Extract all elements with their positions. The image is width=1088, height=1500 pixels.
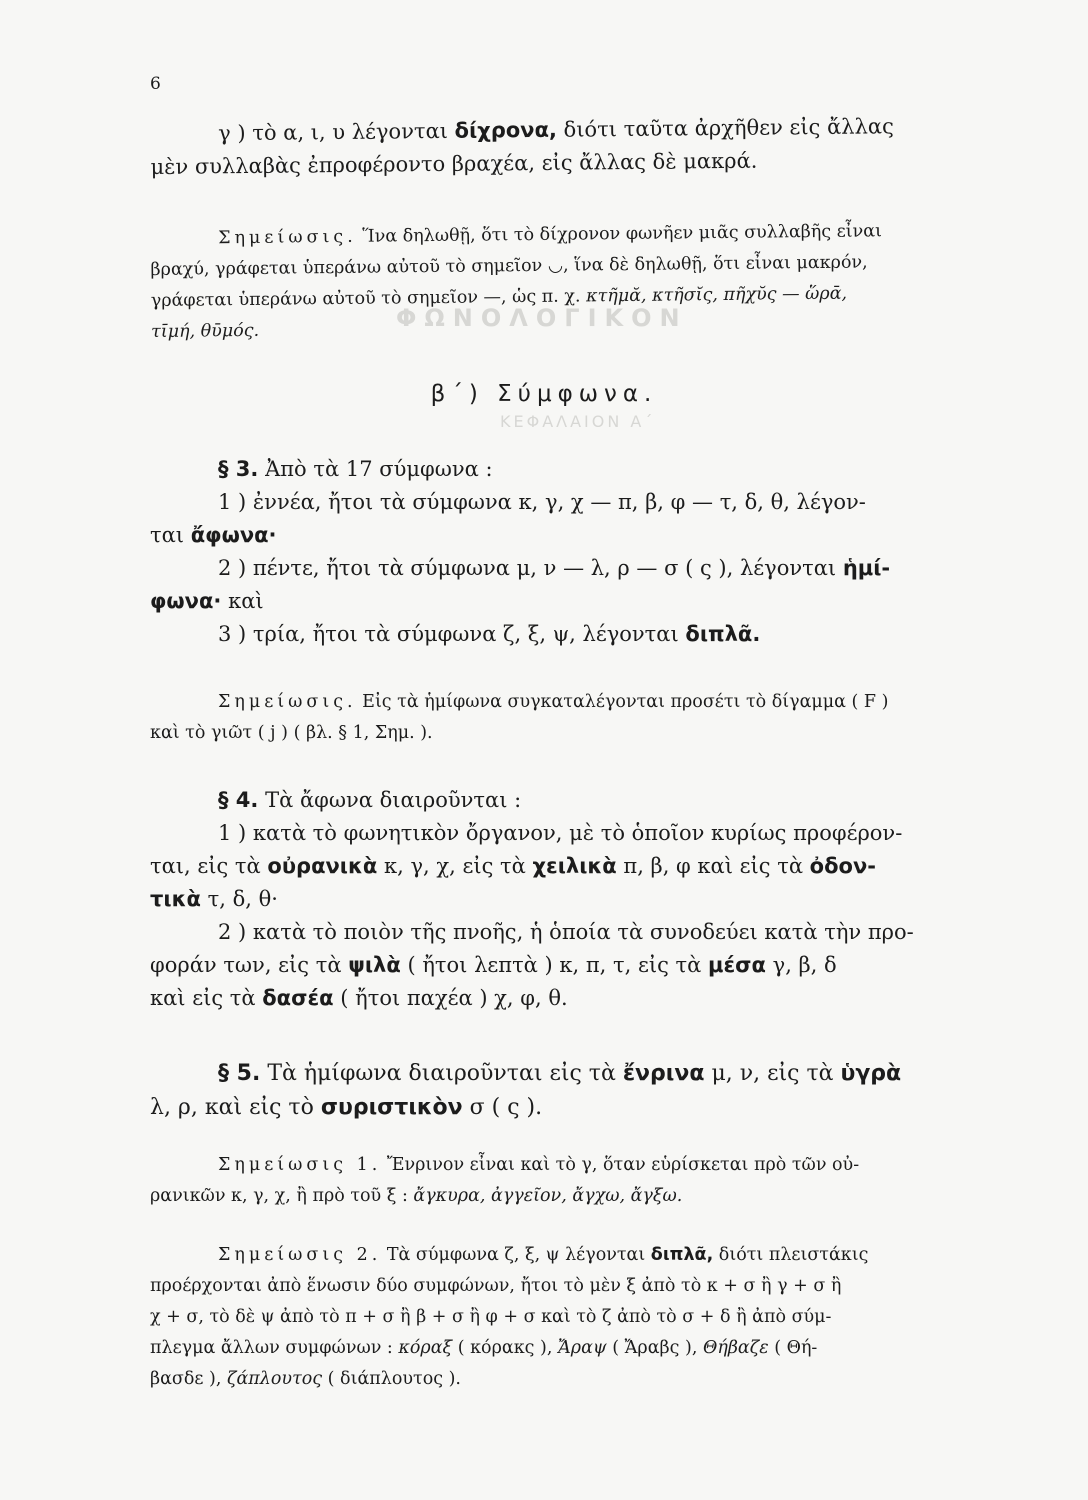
text: π, β, φ καὶ εἰς τὰ	[616, 854, 810, 878]
text: ( ἤτοι λεπτὰ ) κ, π, τ, εἰς τὰ	[400, 953, 709, 977]
term-syristikon: συριστικὸν	[320, 1095, 463, 1120]
text: 2 ) πέντε, ἤτοι τὰ σύμφωνα μ, ν — λ, ρ — σ ( ς ), λέγονται	[218, 556, 843, 580]
note-label: Σημείωσις.	[218, 692, 357, 712]
text: σ ( ς ).	[462, 1095, 543, 1120]
note-label: Σημείωσις 1.	[218, 1155, 382, 1175]
term-ouranika: οὐρανικὰ	[267, 854, 378, 878]
term-psila: ψιλὰ	[348, 953, 401, 977]
section-3	[150, 453, 990, 651]
example: κόραξ	[398, 1338, 453, 1358]
text: χ + σ, τὸ δὲ ψ ἀπὸ τὸ π + σ ἢ β + σ ἢ φ + σ καὶ τὸ ζ ἀπὸ τὸ σ + δ ἢ ἀπὸ σύμ-	[150, 1307, 832, 1327]
text: μ, ν, εἰς τὰ	[704, 1061, 841, 1086]
text: διότι πλειστάκις	[713, 1245, 869, 1265]
note-label: Σημείωσις.	[218, 226, 357, 249]
paragraph-gamma	[150, 109, 991, 184]
text: ( διάπλουτος ).	[322, 1369, 461, 1389]
section-4	[150, 784, 990, 1015]
text: γράφεται ὑπεράνω αὐτοῦ τὸ σημεῖον —, ὡς π. χ.	[150, 286, 587, 311]
page-number: 6	[150, 74, 161, 94]
text: φοράν των, εἰς τὰ	[150, 953, 349, 977]
text: μὲν συλλαβὰς ἐπροφέροντο βραχέα, εἰς ἄλλας δὲ μακρά.	[150, 148, 758, 179]
text: καὶ εἰς τὰ	[150, 986, 263, 1010]
text: ται, εἰς τὰ	[150, 854, 268, 878]
text: Τὰ ἄφωνα διαιροῦνται :	[258, 788, 522, 812]
term-hemiphona: φωνα·	[150, 589, 222, 613]
term-dipla: διπλᾶ,	[650, 1245, 714, 1265]
text: πλεγμα ἄλλων συμφώνων :	[150, 1338, 399, 1358]
text: ται	[150, 523, 191, 547]
text: ρανικῶν κ, γ, χ, ἢ πρὸ τοῦ ξ :	[150, 1186, 414, 1206]
term-enrina: ἔνρινα	[622, 1061, 705, 1086]
term-hygra: ὑγρὰ	[840, 1061, 902, 1086]
examples: κτῆμᾰ, κτῆσῐς, πῆχῠς — ὥρᾱ,	[586, 283, 848, 307]
text: 2 ) κατὰ τὸ ποιὸν τῆς πνοῆς, ἡ ὁποία τὰ συνοδεύει κατὰ τὴν προ-	[218, 920, 914, 944]
section-5	[150, 1057, 990, 1125]
text: Εἰς τὰ ἡμίφωνα συγκαταλέγονται προσέτι τὸ δίγαμμα ( F )	[356, 692, 889, 712]
section-mark: § 3.	[218, 457, 259, 481]
text: ( κόρακς ),	[452, 1338, 558, 1358]
text: βασδε ),	[150, 1369, 227, 1389]
text: ( Θή-	[768, 1338, 818, 1358]
text: ( ἤτοι παχέα ) χ, φ, θ.	[333, 986, 568, 1010]
examples: ἄγκυρα, ἀγγεῖον, ἄγχω, ἄγξω.	[413, 1186, 683, 1206]
bleed-through-title: ΦΩΝΟΛΟΓΙΚΟΝ	[396, 304, 688, 332]
text: γ ) τὸ α, ι, υ λέγονται	[218, 118, 455, 146]
term-odontika: τικὰ	[150, 887, 201, 911]
text: κ, γ, χ, εἰς τὰ	[377, 854, 533, 878]
text: 3 ) τρία, ἤτοι τὰ σύμφωνα ζ, ξ, ψ, λέγονται	[218, 622, 686, 646]
bleed-through-subtitle: ΚΕΦΑΛΑΙΟΝ Α΄	[500, 412, 656, 431]
term-dasea: δασέα	[262, 986, 334, 1010]
text: 1 ) κατὰ τὸ φωνητικὸν ὄργανον, μὲ τὸ ὁποῖον κυρίως προφέρον-	[218, 821, 903, 845]
note-label: Σημείωσις 2.	[218, 1245, 382, 1265]
text: βραχύ, γράφεται ὑπεράνω αὐτοῦ τὸ σημεῖον ◡, ἵνα δὲ δηλωθῇ, ὅτι εἶναι μακρόν,	[150, 252, 868, 280]
text: διότι ταῦτα ἀρχῆθεν εἰς ἄλλας	[556, 114, 894, 142]
text: ( Ἄραβς ),	[606, 1338, 703, 1358]
term-mesa: μέσα	[708, 953, 766, 977]
term-odontika: ὀδον-	[809, 854, 876, 878]
example: ζάπλουτος	[227, 1369, 323, 1389]
text: Ἵνα δηλωθῇ, ὅτι τὸ δίχρονον φωνῆεν μιᾶς συλλαβῆς εἶναι	[356, 221, 883, 247]
term-hemiphona: ἡμί-	[842, 556, 891, 580]
example: Θήβαζε	[702, 1338, 769, 1358]
note-1	[150, 215, 991, 348]
text: προέρχονται ἀπὸ ἕνωσιν δύο συμφώνων, ἤτοι τὸ μὲν ξ ἀπὸ τὸ κ + σ ἢ γ + σ ἢ	[150, 1276, 842, 1296]
text: γ, β, δ	[765, 953, 837, 977]
section-heading: β΄) Σύμφωνα.	[430, 381, 658, 407]
text: καὶ	[221, 589, 264, 613]
text: Ἔνρινον εἶναι καὶ τὸ γ, ὅταν εὑρίσκεται πρὸ τῶν οὐ-	[381, 1155, 860, 1175]
text: λ, ρ, καὶ εἰς τὸ	[150, 1095, 321, 1120]
text: 1 ) ἐννέα, ἤτοι τὰ σύμφωνα κ, γ, χ — π, β, φ — τ, δ, θ, λέγον-	[218, 490, 866, 514]
examples: τῑμή, θῡμός.	[151, 320, 260, 342]
example: Ἄραψ	[557, 1338, 607, 1358]
term-cheilika: χειλικὰ	[532, 854, 617, 878]
text: Τὰ ἡμίφωνα διαιροῦνται εἰς τὰ	[260, 1061, 623, 1086]
text: Ἀπὸ τὰ 17 σύμφωνα :	[258, 457, 493, 481]
note-3	[150, 1150, 990, 1212]
text: καὶ τὸ γιῶτ ( j ) ( βλ. § 1, Σημ. ).	[150, 723, 433, 743]
section-mark: § 4.	[218, 788, 259, 812]
note-4	[150, 1240, 990, 1395]
term-aphona: ἄφωνα·	[190, 523, 277, 547]
text: Τὰ σύμφωνα ζ, ξ, ψ λέγονται	[381, 1245, 651, 1265]
section-mark: § 5.	[218, 1061, 261, 1086]
term-dichrona: δίχρονα,	[454, 117, 558, 143]
note-2	[150, 687, 990, 749]
term-dipla: διπλᾶ.	[685, 622, 761, 646]
text: τ, δ, θ·	[200, 887, 278, 911]
